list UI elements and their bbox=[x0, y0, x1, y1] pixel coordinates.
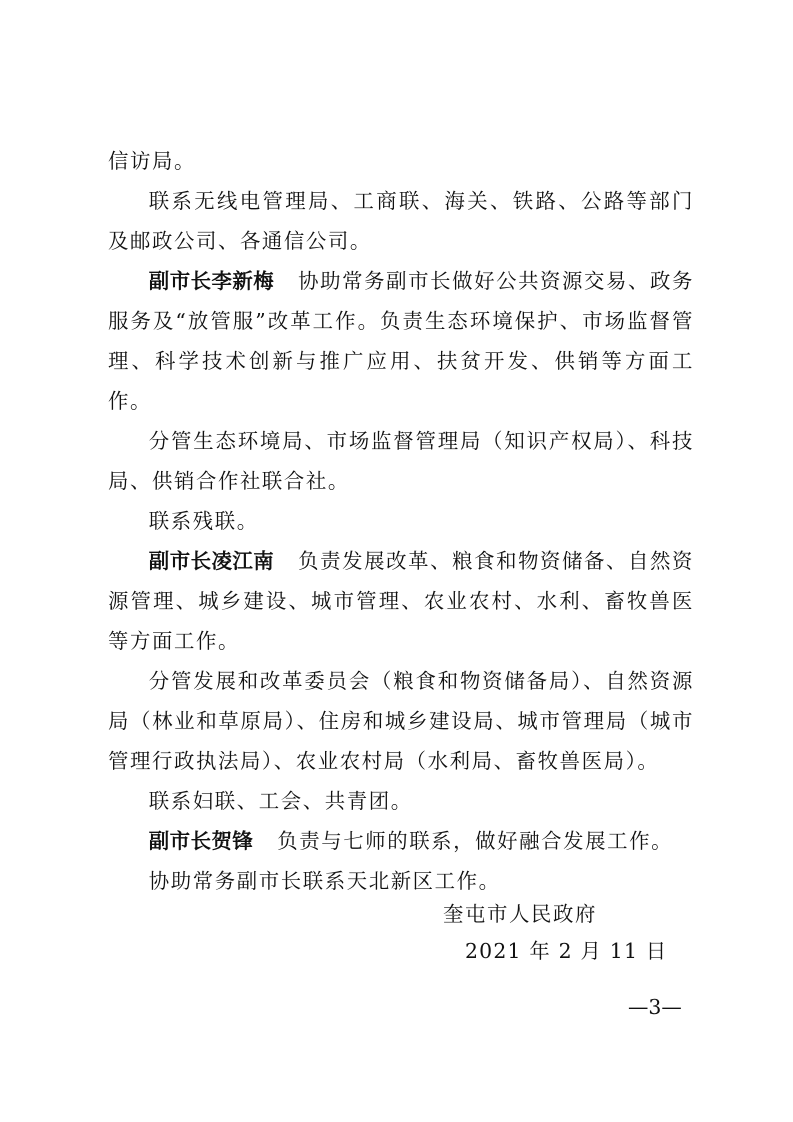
paragraph-text: 协助常务副市长联系天北新区工作。 bbox=[148, 869, 501, 893]
paragraph-10 bbox=[108, 861, 694, 901]
document-body bbox=[108, 141, 694, 901]
paragraph-7 bbox=[108, 661, 694, 781]
issuer-signature: 奎屯市人民政府 bbox=[443, 902, 597, 926]
paragraph-6 bbox=[108, 541, 694, 661]
paragraph-8 bbox=[108, 781, 694, 821]
paragraph-text: 分管发展和改革委员会（粮食和物资储备局）、自然资源局（林业和草原局）、住房和城乡建设局、城市管理局（城市管理行政执法局）、农业农村局（水利局、畜牧兽医局）。 bbox=[108, 669, 694, 773]
paragraph-text: 负责发展改革、粮食和物资储备、自然资源管理、城乡建设、城市管理、农业农村、水利、畜牧兽医等方面工作。 bbox=[108, 549, 694, 653]
issue-date: 2021 年 2 月 11 日 bbox=[465, 939, 668, 963]
paragraph-text: 信访局。 bbox=[108, 149, 196, 173]
vice-mayor-name: 副市长贺锋 bbox=[148, 829, 254, 853]
vice-mayor-name: 副市长李新梅 bbox=[148, 269, 275, 293]
paragraph-text: 分管生态环境局、市场监督管理局（知识产权局）、科技局、供销合作社联合社。 bbox=[108, 429, 694, 493]
paragraph-text: 协助常务副市长做好公共资源交易、政务服务及“放管服”改革工作。负责生态环境保护、市场监督管理、科学技术创新与推广应用、扶贫开发、供销等方面工作。 bbox=[108, 269, 694, 413]
paragraph-4 bbox=[108, 421, 694, 501]
paragraph-text: 联系妇联、工会、共青团。 bbox=[148, 789, 413, 813]
paragraph-3 bbox=[108, 261, 694, 421]
paragraph-2 bbox=[108, 181, 694, 261]
paragraph-9 bbox=[108, 821, 694, 861]
paragraph-1 bbox=[108, 141, 694, 181]
paragraph-text: 联系残联。 bbox=[148, 509, 259, 533]
paragraph-text: 联系无线电管理局、工商联、海关、铁路、公路等部门及邮政公司、各通信公司。 bbox=[108, 189, 694, 253]
paragraph-5 bbox=[108, 501, 694, 541]
paragraph-text: 负责与七师的联系，做好融合发展工作。 bbox=[277, 829, 674, 853]
vice-mayor-name: 副市长凌江南 bbox=[148, 549, 275, 573]
page-number: —3— bbox=[628, 995, 682, 1019]
